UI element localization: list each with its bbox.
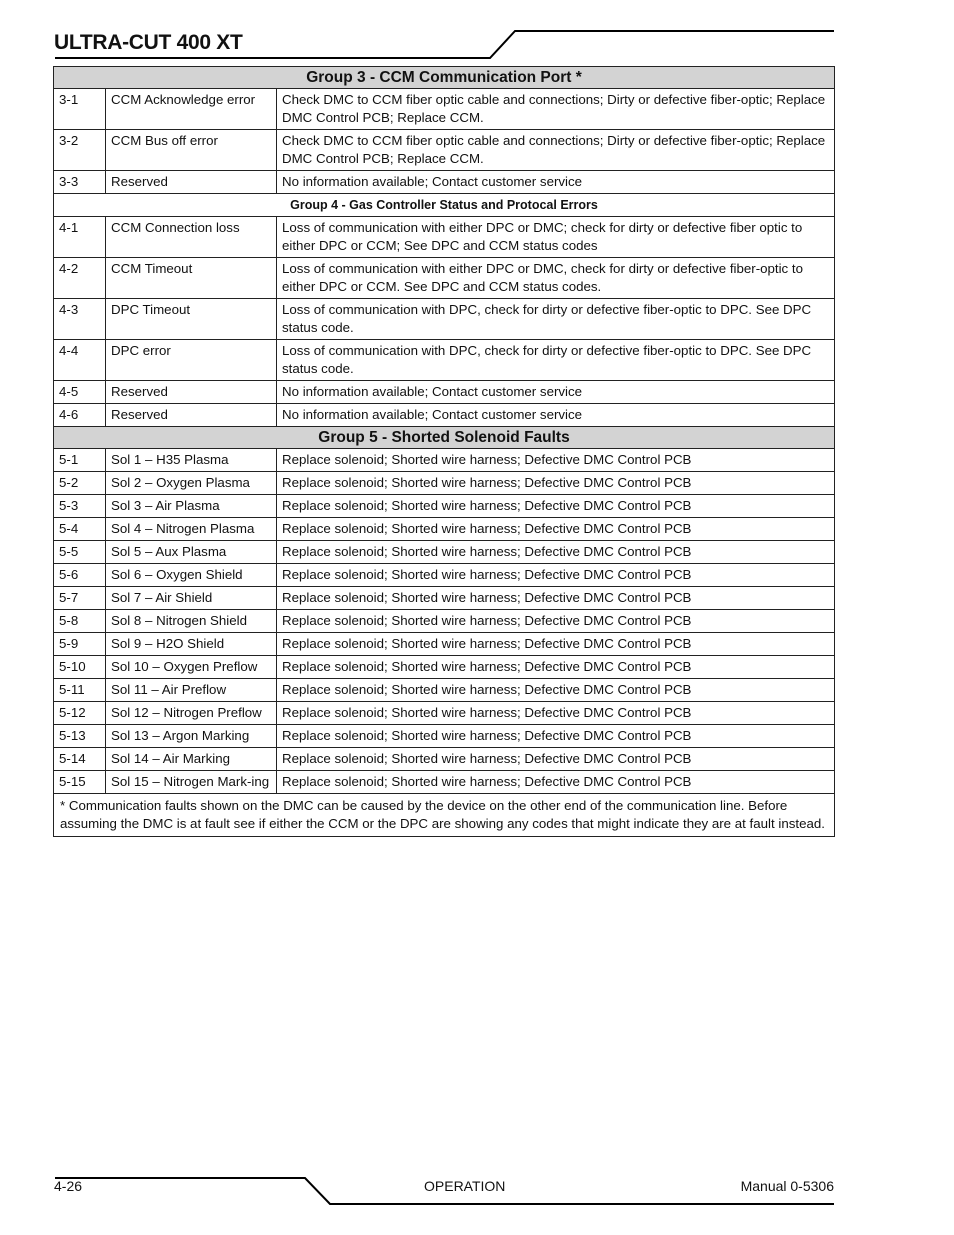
group-heading-row [54, 427, 835, 449]
error-code: 5-13 [54, 725, 106, 748]
error-code: 4-4 [54, 340, 106, 381]
page-number: 4-26 [54, 1178, 83, 1194]
corrective-action: Loss of communication with DPC, check for dirty or defective fiber-optic to DPC. See DPC status code. [277, 299, 835, 340]
error-name: Sol 11 – Air Preflow [106, 679, 277, 702]
error-code: 5-11 [54, 679, 106, 702]
table-row [54, 340, 835, 381]
group-heading: Group 5 - Shorted Solenoid Faults [54, 427, 835, 449]
corrective-action: Loss of communication with DPC, check for dirty or defective fiber-optic to DPC. See DPC status code. [277, 340, 835, 381]
error-name: Reserved [106, 171, 277, 194]
error-name: CCM Timeout [106, 258, 277, 299]
error-name: CCM Bus off error [106, 130, 277, 171]
corrective-action: Replace solenoid; Shorted wire harness; Defective DMC Control PCB [277, 679, 835, 702]
corrective-action: Replace solenoid; Shorted wire harness; Defective DMC Control PCB [277, 587, 835, 610]
header-rule [55, 31, 834, 58]
table-row [54, 564, 835, 587]
error-code: 4-2 [54, 258, 106, 299]
corrective-action: Check DMC to CCM fiber optic cable and connections; Dirty or defective fiber-optic; Replace DMC Control PCB; Replace CCM. [277, 130, 835, 171]
table-row [54, 748, 835, 771]
error-name: Sol 8 – Nitrogen Shield [106, 610, 277, 633]
table-row [54, 587, 835, 610]
corrective-action: Replace solenoid; Shorted wire harness; Defective DMC Control PCB [277, 449, 835, 472]
table-row [54, 495, 835, 518]
error-code: 5-6 [54, 564, 106, 587]
corrective-action: Check DMC to CCM fiber optic cable and connections; Dirty or defective fiber-optic; Replace DMC Control PCB; Replace CCM. [277, 89, 835, 130]
error-name: DPC error [106, 340, 277, 381]
table-row [54, 610, 835, 633]
manual-number: Manual 0-5306 [740, 1178, 834, 1194]
corrective-action: No information available; Contact customer service [277, 171, 835, 194]
error-name: Reserved [106, 381, 277, 404]
corrective-action: Loss of communication with either DPC or DMC, check for dirty or defective fiber-optic to either DPC or CCM. See DPC and CCM status codes. [277, 258, 835, 299]
table-row [54, 725, 835, 748]
error-name: Sol 12 – Nitrogen Preflow [106, 702, 277, 725]
table-row [54, 541, 835, 564]
error-code: 4-3 [54, 299, 106, 340]
error-name: Sol 15 – Nitrogen Mark-ing [106, 771, 277, 794]
table-row [54, 381, 835, 404]
table-row [54, 518, 835, 541]
corrective-action: Replace solenoid; Shorted wire harness; Defective DMC Control PCB [277, 541, 835, 564]
error-code: 5-1 [54, 449, 106, 472]
group-heading-row [54, 194, 835, 217]
corrective-action: No information available; Contact customer service [277, 404, 835, 427]
error-code: 5-8 [54, 610, 106, 633]
group-heading: Group 3 - CCM Communication Port * [54, 67, 835, 89]
corrective-action: Replace solenoid; Shorted wire harness; Defective DMC Control PCB [277, 518, 835, 541]
corrective-action: Replace solenoid; Shorted wire harness; Defective DMC Control PCB [277, 633, 835, 656]
error-name: Sol 9 – H2O Shield [106, 633, 277, 656]
error-name: CCM Connection loss [106, 217, 277, 258]
error-code: 4-1 [54, 217, 106, 258]
table-row [54, 299, 835, 340]
error-code: 3-3 [54, 171, 106, 194]
error-code: 5-7 [54, 587, 106, 610]
error-code: 4-6 [54, 404, 106, 427]
error-name: Sol 14 – Air Marking [106, 748, 277, 771]
error-name: Reserved [106, 404, 277, 427]
table-row [54, 89, 835, 130]
table-row [54, 633, 835, 656]
corrective-action: Replace solenoid; Shorted wire harness; Defective DMC Control PCB [277, 771, 835, 794]
error-code: 5-2 [54, 472, 106, 495]
footnote: * Communication faults shown on the DMC can be caused by the device on the other end of the communication line. Before assuming the DMC is at fault see if either the CCM or the DPC are showing any codes that might indicate they are at fault instead. [54, 794, 835, 837]
corrective-action: Replace solenoid; Shorted wire harness; Defective DMC Control PCB [277, 725, 835, 748]
error-name: Sol 10 – Oxygen Preflow [106, 656, 277, 679]
error-name: Sol 2 – Oxygen Plasma [106, 472, 277, 495]
table-row [54, 656, 835, 679]
group-heading-row [54, 67, 835, 89]
error-code: 4-5 [54, 381, 106, 404]
error-code: 5-4 [54, 518, 106, 541]
corrective-action: Replace solenoid; Shorted wire harness; Defective DMC Control PCB [277, 564, 835, 587]
table-row [54, 472, 835, 495]
error-name: Sol 13 – Argon Marking [106, 725, 277, 748]
error-code: 5-3 [54, 495, 106, 518]
error-name: Sol 3 – Air Plasma [106, 495, 277, 518]
corrective-action: Replace solenoid; Shorted wire harness; Defective DMC Control PCB [277, 656, 835, 679]
error-code: 5-5 [54, 541, 106, 564]
table-row [54, 217, 835, 258]
table-row [54, 771, 835, 794]
error-code-table [53, 66, 835, 837]
corrective-action: Replace solenoid; Shorted wire harness; Defective DMC Control PCB [277, 702, 835, 725]
footnote-row [54, 794, 835, 837]
corrective-action: Loss of communication with either DPC or DMC; check for dirty or defective fiber optic to either DPC or CCM; See DPC and CCM status codes [277, 217, 835, 258]
document-title: ULTRA-CUT 400 XT [54, 31, 243, 54]
error-name: Sol 5 – Aux Plasma [106, 541, 277, 564]
error-name: Sol 6 – Oxygen Shield [106, 564, 277, 587]
corrective-action: No information available; Contact customer service [277, 381, 835, 404]
error-code: 5-9 [54, 633, 106, 656]
corrective-action: Replace solenoid; Shorted wire harness; Defective DMC Control PCB [277, 748, 835, 771]
table-row [54, 702, 835, 725]
error-name: Sol 7 – Air Shield [106, 587, 277, 610]
error-name: Sol 4 – Nitrogen Plasma [106, 518, 277, 541]
corrective-action: Replace solenoid; Shorted wire harness; Defective DMC Control PCB [277, 495, 835, 518]
corrective-action: Replace solenoid; Shorted wire harness; Defective DMC Control PCB [277, 472, 835, 495]
table-row [54, 679, 835, 702]
corrective-action: Replace solenoid; Shorted wire harness; Defective DMC Control PCB [277, 610, 835, 633]
error-name: Sol 1 – H35 Plasma [106, 449, 277, 472]
group-heading: Group 4 - Gas Controller Status and Protocal Errors [54, 194, 835, 217]
error-name: DPC Timeout [106, 299, 277, 340]
error-code: 3-2 [54, 130, 106, 171]
table-row [54, 258, 835, 299]
table-row [54, 130, 835, 171]
table-row [54, 404, 835, 427]
table-row [54, 171, 835, 194]
error-code: 5-12 [54, 702, 106, 725]
error-code: 3-1 [54, 89, 106, 130]
error-code: 5-14 [54, 748, 106, 771]
error-name: CCM Acknowledge error [106, 89, 277, 130]
error-code: 5-15 [54, 771, 106, 794]
section-label: OPERATION [424, 1178, 506, 1194]
table-row [54, 449, 835, 472]
error-code: 5-10 [54, 656, 106, 679]
